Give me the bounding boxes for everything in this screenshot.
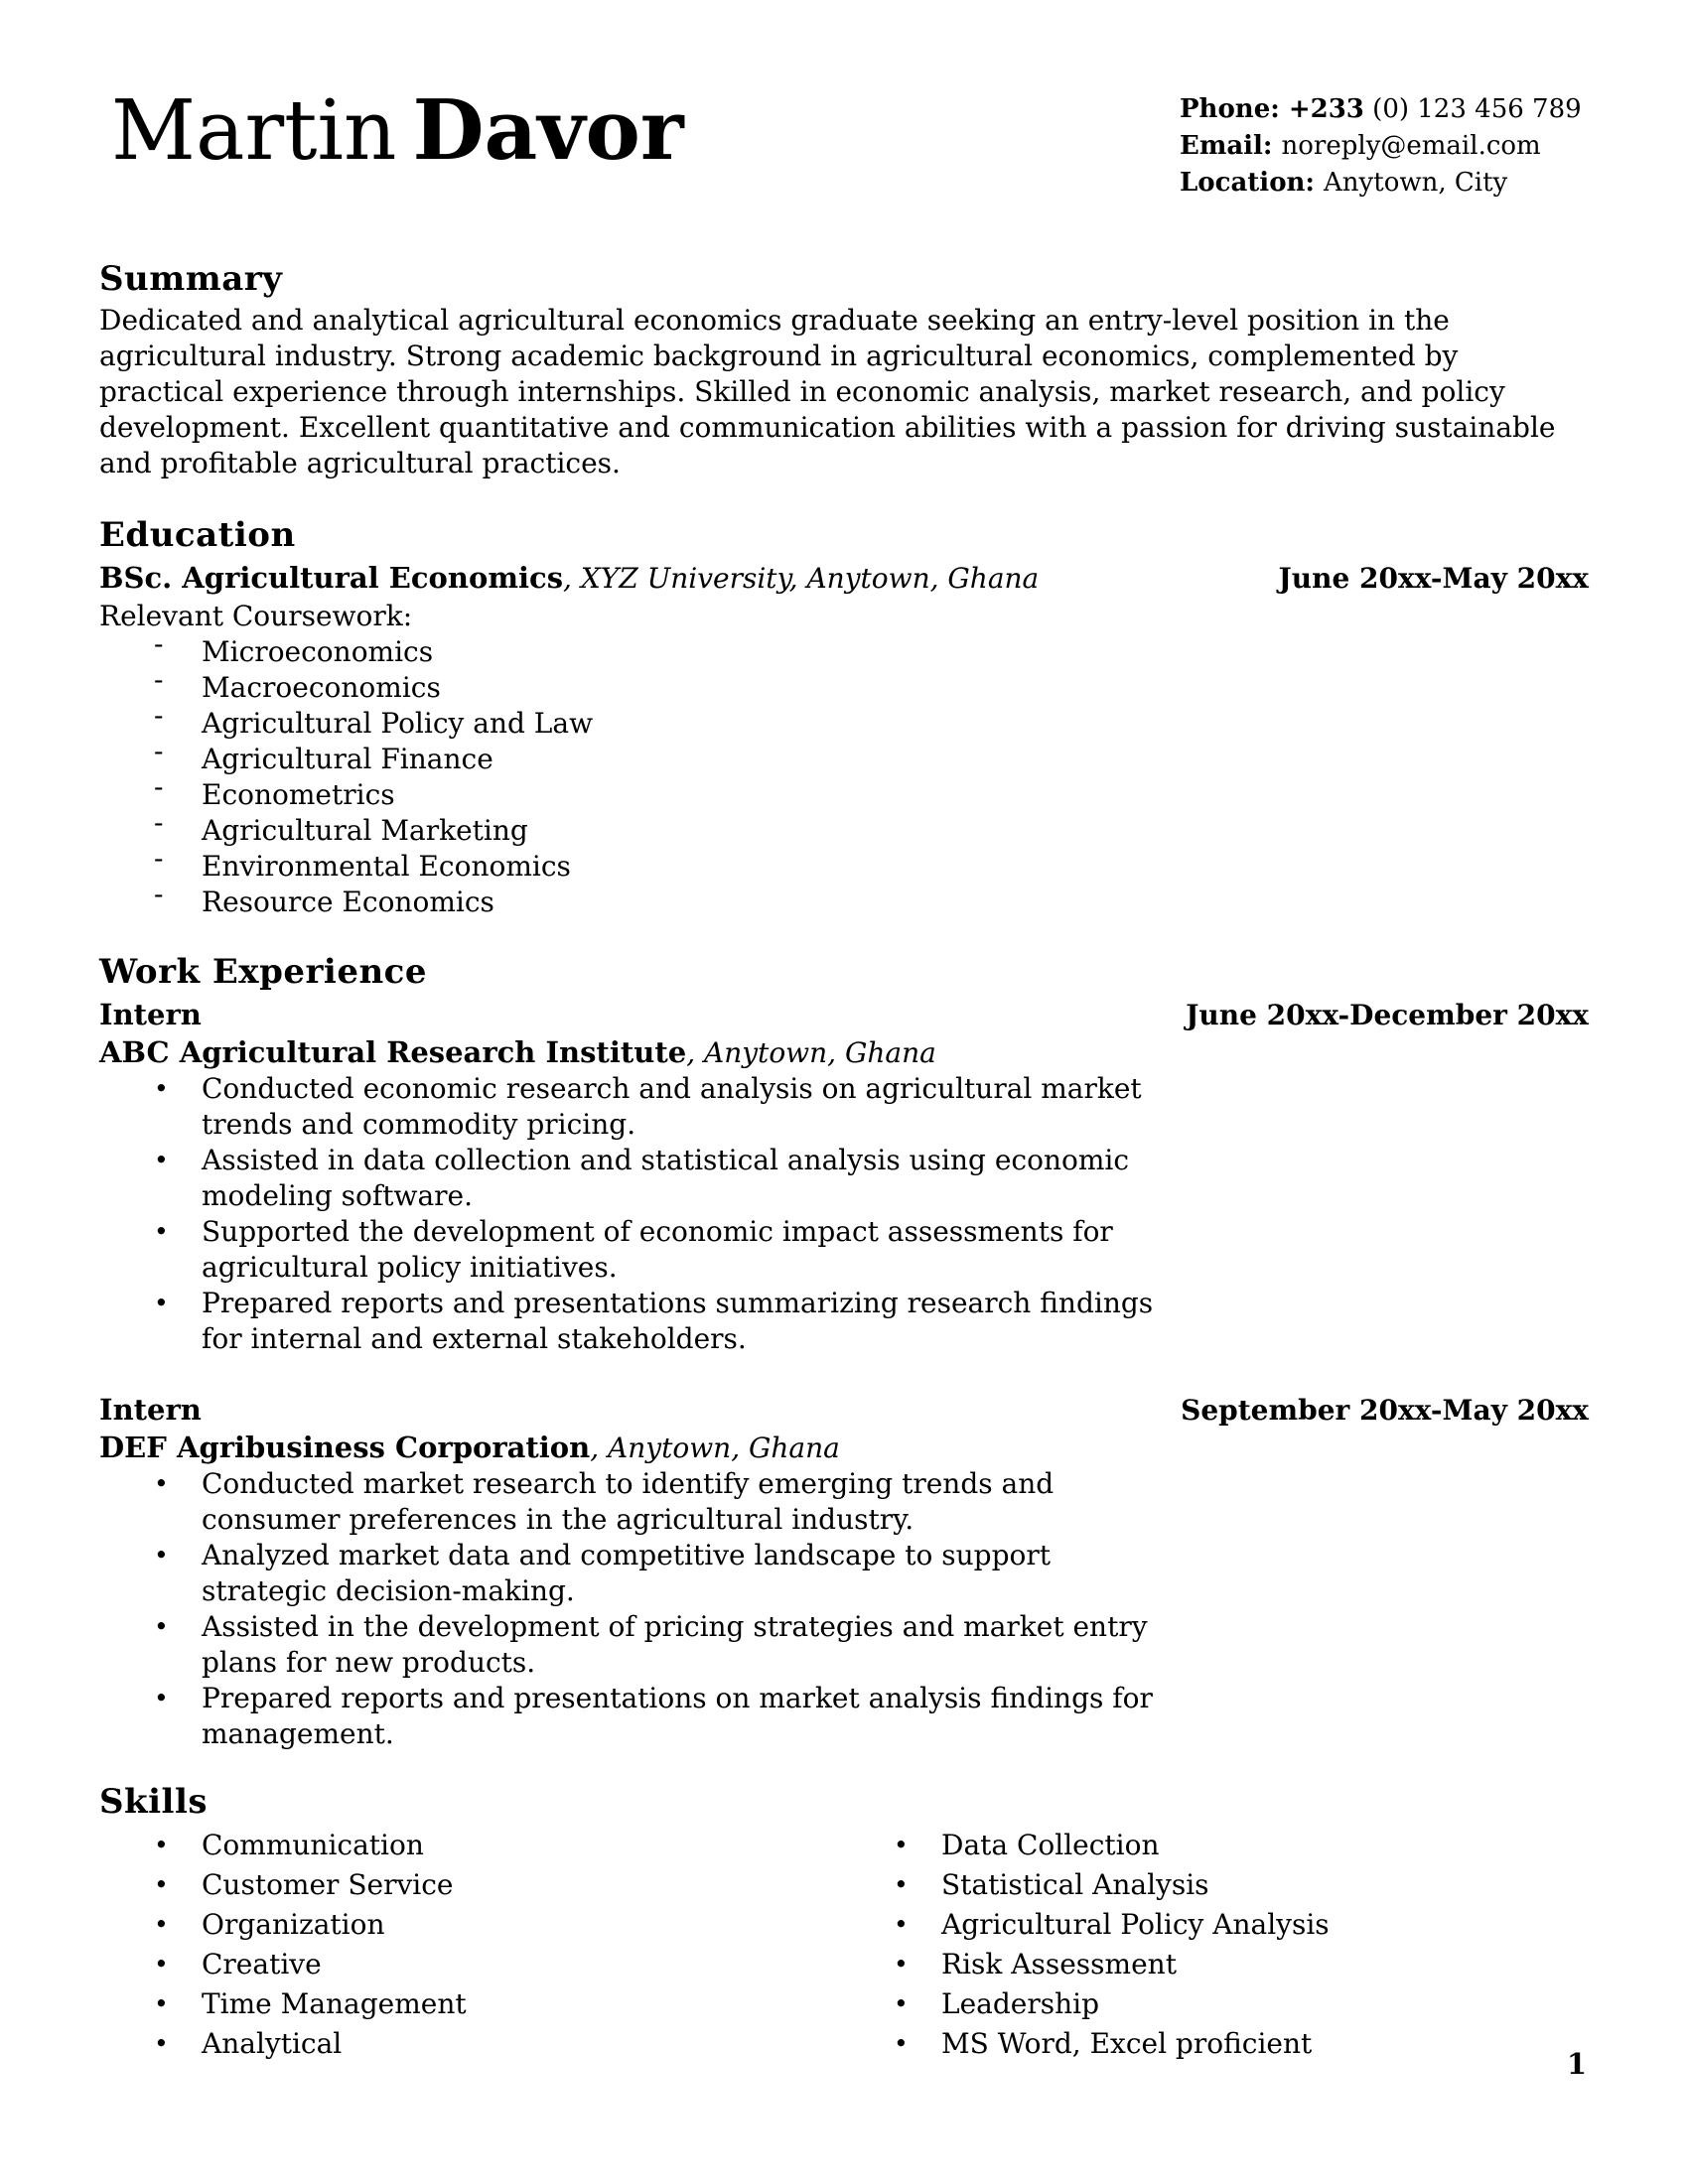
coursework-item <box>99 627 1589 670</box>
coursework-list <box>99 627 1589 920</box>
round-bullet-icon: • <box>894 1870 909 1899</box>
skill-item-text: MS Word, Excel proficient <box>941 2027 1313 2060</box>
job-entry-abc <box>99 996 1589 1357</box>
skills-list-left <box>99 1828 894 2066</box>
coursework-item-text: Agricultural Finance <box>202 743 493 775</box>
education-section <box>99 513 1589 920</box>
job-dates: June 20xx-December 20xx <box>1186 999 1589 1031</box>
round-bullet-icon: • <box>154 1217 169 1246</box>
round-bullet-icon: • <box>894 2029 909 2058</box>
school-name: , XYZ University, Anytown, Ghana <box>563 562 1040 595</box>
job-dates: September 20xx-May 20xx <box>1181 1394 1589 1427</box>
contact-phone <box>1180 91 1589 128</box>
dash-bullet-icon: - <box>154 770 164 803</box>
job-bullet-text: Assisted in the development of pricing strategies and market entry plans for new products. <box>202 1610 1148 1679</box>
candidate-last-name: Davor <box>412 81 684 179</box>
job-bullet-text: Supported the development of economic impact assessments for agricultural policy initiatives. <box>202 1215 1113 1284</box>
candidate-first-name: Martin <box>111 82 397 179</box>
skill-item-text: Agricultural Policy Analysis <box>941 1908 1330 1941</box>
skill-item <box>99 1947 894 1982</box>
skill-item <box>894 1867 1589 1903</box>
round-bullet-icon: • <box>154 1289 169 1317</box>
skill-item <box>894 1947 1589 1982</box>
skill-item <box>894 2026 1589 2062</box>
job-bullet-item <box>99 1609 1177 1681</box>
coursework-label: Relevant Coursework: <box>99 600 413 632</box>
work-experience-section <box>99 950 1589 1752</box>
company-location: , Anytown, Ghana <box>686 1036 936 1069</box>
round-bullet-icon: • <box>894 1950 909 1979</box>
skills-heading: Skills <box>99 1782 209 1822</box>
round-bullet-icon: • <box>154 1469 169 1498</box>
dash-bullet-icon: - <box>154 699 164 732</box>
education-entry-row <box>99 559 1589 598</box>
skill-item-text: Time Management <box>202 1987 467 2020</box>
summary-heading: Summary <box>99 259 283 299</box>
round-bullet-icon: • <box>154 1950 169 1979</box>
skill-item <box>894 1986 1589 2022</box>
skill-item <box>894 1828 1589 1863</box>
header <box>99 81 1589 202</box>
round-bullet-icon: • <box>154 1870 169 1899</box>
coursework-item-text: Microeconomics <box>202 635 434 668</box>
job-entry-def <box>99 1391 1589 1752</box>
job-bullet-list <box>99 1071 1177 1357</box>
coursework-item <box>99 806 1589 849</box>
job-bullet-item <box>99 1143 1177 1214</box>
job-bullet-item <box>99 1538 1177 1609</box>
dash-bullet-icon: - <box>154 627 164 660</box>
job-title-row <box>99 996 1589 1034</box>
degree-name: BSc. Agricultural Economics <box>99 561 564 595</box>
degree-line <box>99 559 1039 598</box>
coursework-item <box>99 663 1589 706</box>
phone-label: Phone: <box>1180 94 1280 124</box>
coursework-item <box>99 699 1589 742</box>
coursework-item-text: Macroeconomics <box>202 671 441 704</box>
round-bullet-icon: • <box>154 1612 169 1641</box>
coursework-item-text: Environmental Economics <box>202 850 571 883</box>
skill-item <box>99 1986 894 2022</box>
round-bullet-icon: • <box>154 1684 169 1712</box>
round-bullet-icon: • <box>154 1541 169 1570</box>
job-bullet-item <box>99 1214 1177 1286</box>
dash-bullet-icon: - <box>154 735 164 767</box>
contact-location <box>1180 165 1589 202</box>
education-dates: June 20xx-May 20xx <box>1278 562 1589 595</box>
phone-country-code: +233 <box>1288 94 1364 124</box>
education-heading: Education <box>99 515 296 555</box>
job-bullet-text: Prepared reports and presentations summarizing research findings for internal and external stakeholders. <box>202 1287 1154 1355</box>
job-bullet-item <box>99 1681 1177 1752</box>
job-bullet-text: Prepared reports and presentations on market analysis findings for management. <box>202 1682 1153 1750</box>
skills-columns <box>99 1828 1589 2066</box>
coursework-item <box>99 735 1589 777</box>
summary-text: Dedicated and analytical agricultural economics graduate seeking an entry-level position in the agricultural industry. Strong academic background in agricultural economics, complemented by practical experience through internships. Skilled in economic analysis, market research, and policy development. Excellent quantitative and communication abilities with a passion for driving sustainable and profitable agricultural practices. <box>99 304 1556 479</box>
coursework-item-text: Agricultural Marketing <box>202 814 528 847</box>
skill-item <box>894 1907 1589 1943</box>
coursework-item-text: Econometrics <box>202 778 395 811</box>
job-bullet-item <box>99 1071 1177 1143</box>
job-bullet-list <box>99 1466 1177 1752</box>
coursework-item <box>99 842 1589 885</box>
coursework-item <box>99 878 1589 920</box>
summary-section <box>99 257 1589 481</box>
skill-item <box>99 2026 894 2062</box>
skill-item-text: Data Collection <box>941 1829 1160 1861</box>
skill-item-text: Risk Assessment <box>941 1948 1177 1980</box>
email-label: Email: <box>1180 131 1273 161</box>
skill-item-text: Organization <box>202 1908 385 1941</box>
company-line <box>99 1034 1589 1071</box>
skill-item <box>99 1907 894 1943</box>
location-value: Anytown, City <box>1324 168 1508 198</box>
round-bullet-icon: • <box>154 1074 169 1103</box>
dash-bullet-icon: - <box>154 806 164 839</box>
dash-bullet-icon: - <box>154 842 164 875</box>
work-experience-heading: Work Experience <box>99 952 428 992</box>
job-bullet-text: Assisted in data collection and statistical analysis using economic modeling software. <box>202 1144 1130 1212</box>
skill-item <box>99 1867 894 1903</box>
skills-list-right <box>894 1828 1589 2066</box>
candidate-name <box>99 81 684 179</box>
job-title-row <box>99 1391 1589 1430</box>
job-title: Intern <box>99 1393 202 1427</box>
dash-bullet-icon: - <box>154 878 164 910</box>
coursework-item-text: Resource Economics <box>202 886 494 918</box>
email-value: noreply@email.com <box>1281 131 1541 161</box>
skill-item-text: Customer Service <box>202 1868 454 1901</box>
page-number: 1 <box>1566 2047 1587 2081</box>
skill-item-text: Leadership <box>941 1987 1100 2020</box>
location-label: Location: <box>1180 168 1316 198</box>
job-bullet-text: Analyzed market data and competitive landscape to support strategic decision-making. <box>202 1539 1051 1607</box>
dash-bullet-icon: - <box>154 663 164 696</box>
skills-section <box>99 1780 1589 2066</box>
round-bullet-icon: • <box>154 1146 169 1174</box>
job-bullet-text: Conducted economic research and analysis on agricultural market trends and commodity pricing. <box>202 1072 1142 1141</box>
company-location: , Anytown, Ghana <box>590 1432 840 1464</box>
round-bullet-icon: • <box>894 1910 909 1939</box>
coursework-item-text: Agricultural Policy and Law <box>202 707 594 740</box>
skill-item-text: Analytical <box>202 2027 343 2060</box>
skill-item-text: Statistical Analysis <box>941 1868 1209 1901</box>
round-bullet-icon: • <box>154 1831 169 1859</box>
contact-email <box>1180 128 1589 165</box>
round-bullet-icon: • <box>894 1831 909 1859</box>
contact-block <box>1180 91 1589 202</box>
skill-item <box>99 1828 894 1863</box>
skill-item-text: Communication <box>202 1829 424 1861</box>
phone-value: (0) 123 456 789 <box>1363 94 1582 124</box>
job-bullet-item <box>99 1466 1177 1538</box>
round-bullet-icon: • <box>894 1989 909 2018</box>
company-line <box>99 1430 1589 1466</box>
job-bullet-text: Conducted market research to identify emerging trends and consumer preferences in the agricultural industry. <box>202 1467 1055 1536</box>
round-bullet-icon: • <box>154 2029 169 2058</box>
round-bullet-icon: • <box>154 1989 169 2018</box>
round-bullet-icon: • <box>154 1910 169 1939</box>
job-title: Intern <box>99 998 202 1031</box>
job-bullet-item <box>99 1286 1177 1357</box>
coursework-item <box>99 770 1589 813</box>
company-name: ABC Agricultural Research Institute <box>99 1035 687 1069</box>
company-name: DEF Agribusiness Corporation <box>99 1431 591 1464</box>
skill-item-text: Creative <box>202 1948 322 1980</box>
